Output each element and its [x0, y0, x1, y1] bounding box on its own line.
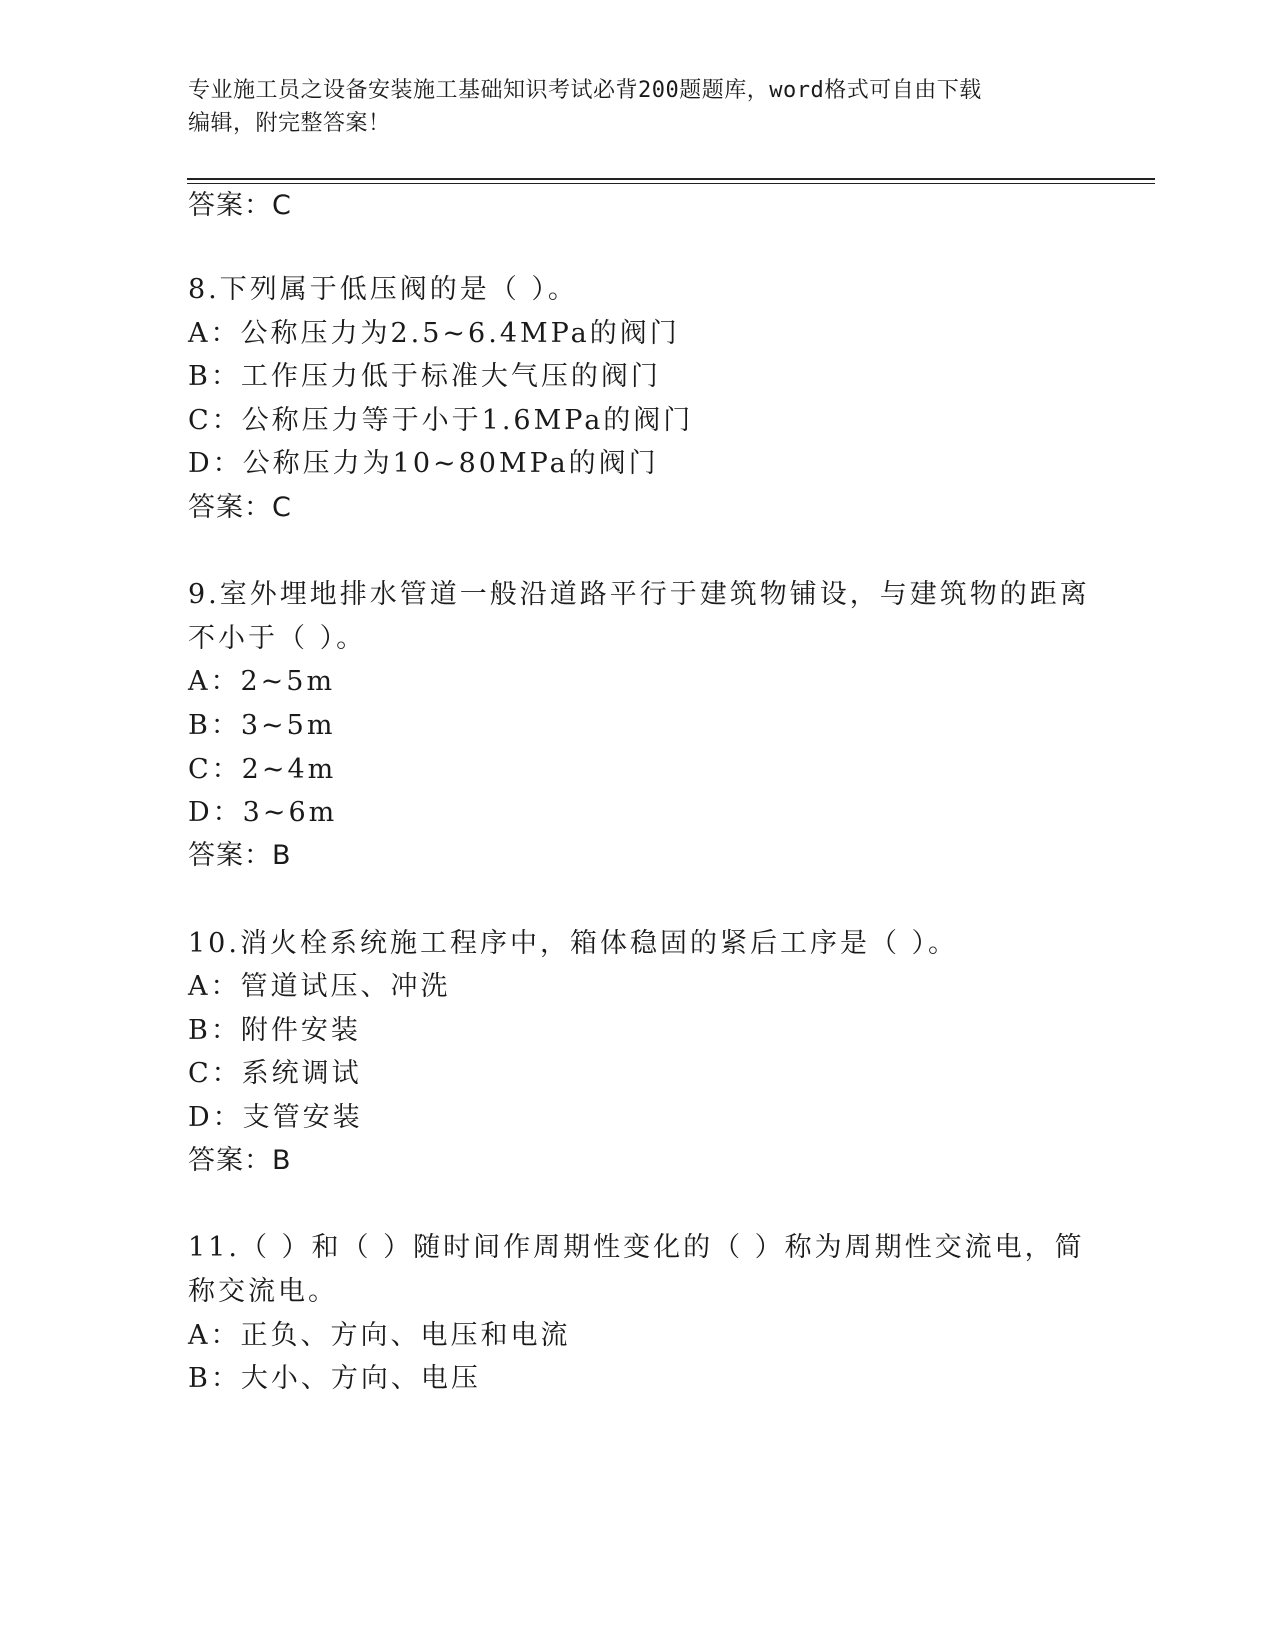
question-answer: 答案：C: [188, 492, 292, 523]
question-stem-continued: 不小于（ ）。: [188, 623, 367, 654]
option-b: B：3~5m: [188, 710, 336, 741]
previous-answer: 答案：C: [188, 190, 292, 221]
option-c: C：公称压力等于小于1.6MPa的阀门: [188, 405, 694, 436]
header-divider-thick: [187, 178, 1155, 180]
header-title-line1: 专业施工员之设备安装施工基础知识考试必背200题题库，word格式可自由下载: [188, 78, 982, 103]
option-b: B：大小、方向、电压: [188, 1363, 481, 1394]
header-title-line2: 编辑，附完整答案！: [188, 111, 391, 136]
option-d: D：支管安装: [188, 1102, 363, 1133]
page-header: [188, 74, 1078, 140]
header-divider-thin: [187, 183, 1155, 184]
option-a: A：管道试压、冲洗: [188, 971, 451, 1002]
option-a: A：2~5m: [188, 666, 336, 697]
option-c: C：2~4m: [188, 754, 337, 785]
question-stem: 9.室外埋地排水管道一般沿道路平行于建筑物铺设，与建筑物的距离: [188, 579, 1090, 610]
question-answer: 答案：B: [188, 840, 292, 871]
question-stem-continued: 称交流电。: [188, 1276, 338, 1307]
option-d: D：3~6m: [188, 797, 338, 828]
option-d: D：公称压力为10~80MPa的阀门: [188, 448, 659, 479]
question-stem: 8.下列属于低压阀的是（ ）。: [188, 274, 578, 305]
question-answer: 答案：B: [188, 1145, 292, 1176]
option-c: C：系统调试: [188, 1058, 362, 1089]
option-b: B：附件安装: [188, 1015, 361, 1046]
question-stem: 11.（ ）和（ ）随时间作周期性变化的（ ）称为周期性交流电，简: [188, 1232, 1085, 1263]
option-a: A：公称压力为2.5~6.4MPa的阀门: [188, 318, 680, 349]
question-stem: 10.消火栓系统施工程序中，箱体稳固的紧后工序是（ ）。: [188, 928, 959, 959]
option-b: B：工作压力低于标准大气压的阀门: [188, 361, 661, 392]
option-a: A：正负、方向、电压和电流: [188, 1320, 571, 1351]
